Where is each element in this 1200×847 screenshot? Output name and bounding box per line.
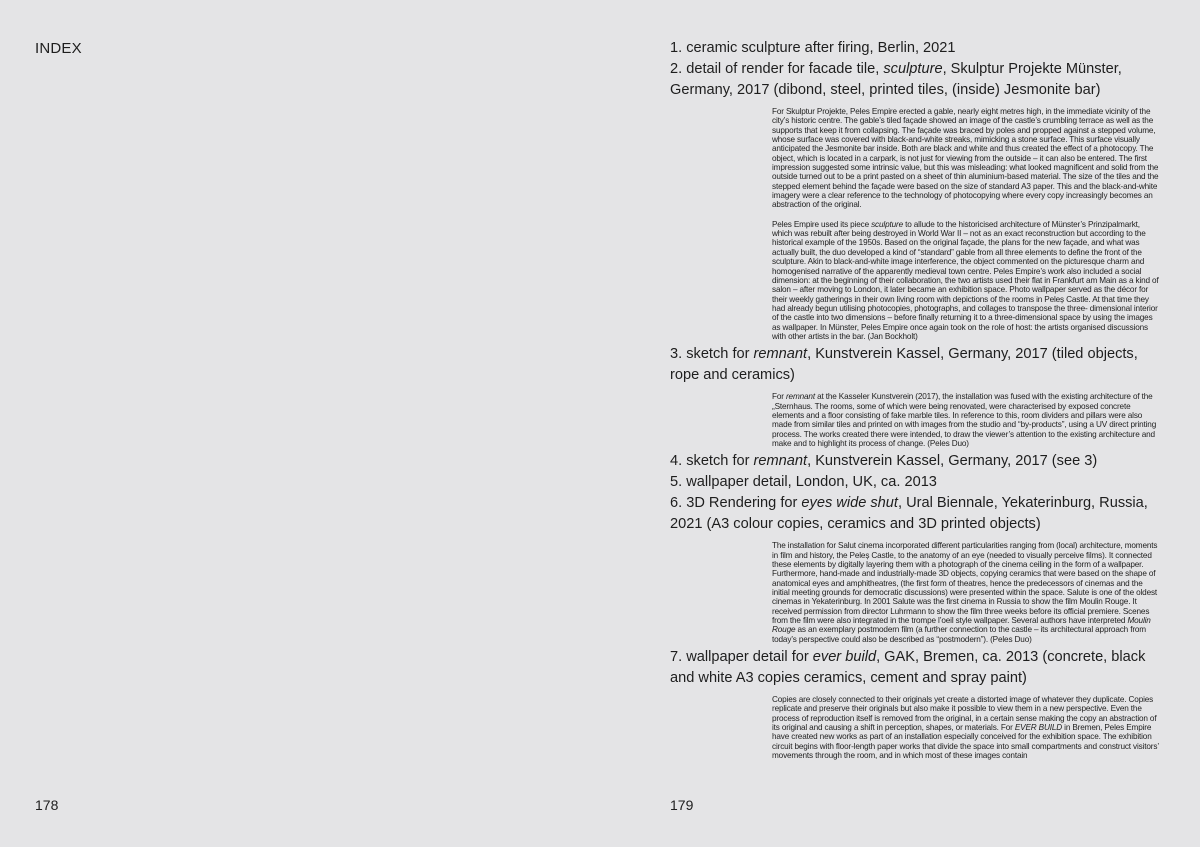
entry-description	[772, 392, 1160, 448]
entry-description	[772, 107, 1160, 341]
index-entry	[670, 38, 1170, 59]
entry-caption: 2. detail of render for facade tile, sculpture, Skulptur Projekte Münster, Germany, 2017 (dibond, steel, printed tiles, (inside) Jesmonite bar)	[670, 61, 1122, 98]
description-paragraph: Copies are closely connected to their originals yet create a distorted image of whatever they duplicate. Copies replicate and preserve their originals but also make it possible to view them in a new perspective. Even the process of reproduction itself is removed from the original, in a certain sense making the copy an abstraction of its original and causing a shift in perception, shapes, or materials. For EVER BUILD in Bremen, Peles Empire have created new works as part of an installation especially conceived for the exhibition space. The exhibition circuit begins with floor-length paper works that divide the space into small compartments and construct visitors’ movements through the room, and in which most of these images contain	[772, 695, 1159, 761]
entry-caption: 4. sketch for remnant, Kunstverein Kassel, Germany, 2017 (see 3)	[670, 453, 1098, 470]
entry-description	[772, 541, 1160, 644]
index-list	[670, 38, 1170, 764]
entry-caption: 5. wallpaper detail, London, UK, ca. 2013	[670, 474, 937, 491]
index-entry	[670, 647, 1170, 760]
entry-caption: 6. 3D Rendering for eyes wide shut, Ural Biennale, Yekaterinburg, Russia, 2021 (A3 colour copies, ceramics and 3D printed objects)	[670, 495, 1148, 533]
entry-caption: 1. ceramic sculpture after firing, Berlin, 2021	[670, 40, 956, 56]
index-entry	[670, 493, 1170, 644]
description-paragraph: Peles Empire used its piece sculpture to allude to the historicised architecture of Münster’s Prinzipalmarkt, which was rebuilt after being destroyed in World War II – not as an exact reconstruction but according to the historical example of the 1950s. Based on the original façade, the plans for the new façade, and what was actually built, the duo developed a kind of “standard” gable from all three elements to define the front of the sculpture. Akin to black-and-white image interference, the object commented on the picturesque charm and homogenised narrative of the apparently medieval town centre. Peles Empire’s work also included a social dimension: at the beginning of their collaboration, the two artists used their flat in Frankfurt am Main as a kind of salon – after moving to London, it later became an exhibition space. Photo wallpaper served as the décor for their weekly gatherings in their own living room with depictions of the rooms in Peleș Castle. At that time they had already begun utilising photocopies, photographs, and collages to transpose the three- dimensional interior of the castle into two dimensions – before finally returning it to a three-dimensional space by using the images as wallpaper. In Münster, Peles Empire once again took on the role of host: the artists organised discussions with other artists in the bar. (Jan Bockholt)	[772, 219, 1159, 341]
entry-caption: 3. sketch for remnant, Kunstverein Kassel, Germany, 2017 (tiled objects, rope and ceramics)	[670, 346, 1138, 384]
description-paragraph: The installation for Salut cinema incorporated different particularities ranging from (local) architecture, moments in film and history, the Peleș Castle, to the anatomy of an eye (needed to visually perceive films). It connected these elements by digitally layering them with a photograph of the cinema ceiling in the form of a wallpaper. Furthermore, hand-made and industrially-made 3D objects, copying ceramics that were based on the shape of anatomical eyes and amphitheatres, (the first form of theatres, hence the predecessors of cinemas and the initial meeting grounds for democratic discussions) were presented within the space. Salute is one of the oldest cinemas in Yekaterinburg. In 2001 Salute was the first cinema in Russia to show the film Moulin Rouge. It received permission from director Luhrmann to show the film three weeks before its official premiere. Scenes from the film were also integrated in the trompe l’oeil style wallpaper. Several authors have interpreted Moulin Rouge as an exemplary postmodern film (a further connection to the castle – its architectural approach from today’s perspective could also be described as “postmodern”). (Peles Duo)	[772, 541, 1158, 644]
section-title: INDEX	[35, 40, 82, 57]
index-entry	[670, 344, 1170, 448]
page-number-left: 178	[35, 797, 59, 813]
index-entry	[670, 59, 1170, 341]
entry-description	[772, 695, 1160, 760]
description-paragraph: For remnant at the Kasseler Kunstverein (2017), the installation was fused with the existing architecture of the „Sternhaus. The rooms, some of which were being renovated, were characterised by exposed concrete elements and a floor consisting of fake marble tiles. In reference to this, room dividers and pillars were also made from similar tiles and printed on with images from the studio and “by-products”, using a UV direct printing process. The works created there were intended, to draw the viewer’s attention to the existing architecture and make and to highlight its process of change. (Peles Duo)	[772, 392, 1157, 448]
index-entry	[670, 451, 1170, 472]
description-paragraph: For Skulptur Projekte, Peles Empire erected a gable, nearly eight metres high, in the immediate vicinity of the city’s historic centre. The gable’s tiled façade showed an image of the castle’s crumbling terrace as well as the supports that keep it from collapsing. The façade was braced by poles and propped against a stepped volume, whose surface was covered with black-and-white streaks, mimicking a stone surface. This surface visually anticipated the Jesmonite bar inside. Both are black and white and thus created the effect of a photocopy. The object, which is located in a carpark, is not just for viewing from the outside – it can also be entered. The first impression suggested some intrinsic value, but this was misleading: what looked magnificent and solid from the outside turned out to be a print pasted on a sheet of thin aluminium-based material. The size of the tiles and the stepped element behind the façade were based on the size of standard A3 paper. This and the black-and-white imagery were a clear reference to the technology of photocopying where every copy increasingly becomes an abstraction of the original.	[772, 107, 1159, 210]
right-page	[600, 0, 1200, 847]
index-entry	[670, 472, 1170, 493]
entry-caption: 7. wallpaper detail for ever build, GAK, Bremen, ca. 2013 (concrete, black and white A3 copies ceramics, cement and spray paint)	[670, 649, 1146, 687]
page-number-right: 179	[670, 797, 694, 813]
